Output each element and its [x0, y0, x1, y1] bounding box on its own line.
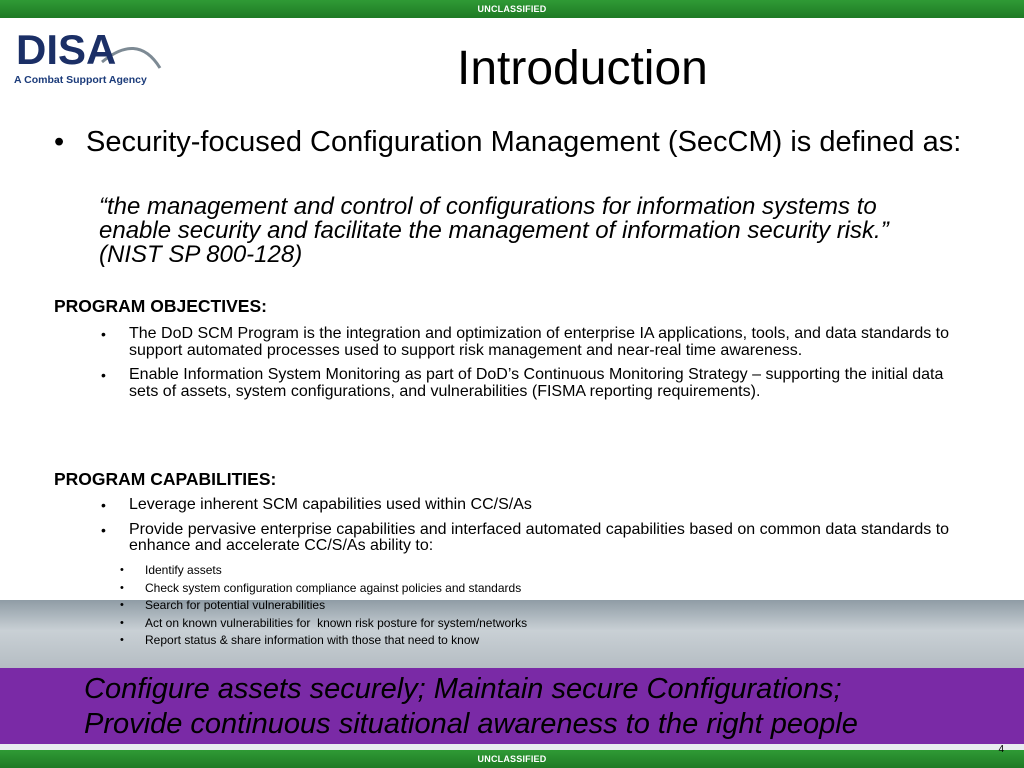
bullet-icon: • [101, 521, 106, 538]
subitem-text: Report status & share information with those that need to know [145, 633, 480, 647]
capabilities-heading: PROGRAM CAPABILITIES: [54, 469, 277, 489]
bullet-icon: • [120, 634, 124, 646]
objectives-list [97, 326, 967, 408]
list-item [120, 597, 527, 615]
lead-bullet [54, 128, 974, 157]
capabilities-list [97, 497, 967, 563]
objective-text: The DoD SCM Program is the integration and optimization of enterprise IA applications, tools, and data standards to support automated processes used to support risk management and near-real time awareness. [129, 325, 949, 359]
subitem-text: Check system configuration compliance against policies and standards [145, 580, 522, 595]
lead-text: Security-focused Configuration Management (SecCM) is defined as: [86, 126, 962, 158]
bullet-icon: • [54, 126, 65, 158]
definition-quote: “the management and control of configurations for information systems to enable security and facilitate the management of information security risk.” (NIST SP 800-128) [99, 193, 889, 268]
bullet-icon: • [101, 367, 106, 383]
bullet-icon: • [101, 326, 106, 342]
capability-text: Leverage inherent SCM capabilities used within CC/S/As [129, 496, 532, 513]
classification-banner-top: UNCLASSIFIED [0, 0, 1024, 18]
banner-line-1: Configure assets securely; Maintain secure Configurations; [84, 673, 842, 705]
list-item [120, 562, 527, 580]
list-item [120, 580, 527, 598]
bullet-icon: • [101, 497, 106, 513]
page-title: Introduction [457, 42, 708, 95]
objective-text: Enable Information System Monitoring as part of DoD’s Continuous Monitoring Strategy – supporting the initial data sets of assets, system configurations, and vulnerabilities (FISMA reporting requirements). [129, 366, 944, 400]
banner-line-2: Provide continuous situational awareness to the right people [84, 708, 858, 740]
logo-tagline: A Combat Support Agency [14, 74, 147, 86]
bullet-icon: • [120, 564, 124, 576]
bullet-icon: • [120, 599, 124, 611]
objectives-heading: PROGRAM OBJECTIVES: [54, 296, 267, 316]
bullet-icon: • [120, 581, 124, 594]
capability-text: Provide pervasive enterprise capabilities and interfaced automated capabilities based on common data standards to enhance and accelerate CC/S/As ability to: [129, 520, 950, 554]
bullet-icon: • [120, 616, 124, 629]
list-item [97, 497, 967, 514]
logo-wordmark: DISA [16, 26, 117, 73]
banner-text [84, 672, 1014, 742]
list-item [120, 632, 527, 650]
list-item [97, 367, 967, 400]
subitem-text: Identify assets [145, 563, 222, 577]
list-item [120, 615, 527, 633]
classification-banner-bottom: UNCLASSIFIED [0, 750, 1024, 768]
list-item [97, 522, 967, 555]
capabilities-sublist [120, 562, 527, 650]
page-number: 4 [998, 744, 1004, 755]
subitem-text: Act on known vulnerabilities for known risk posture for system/networks [145, 615, 528, 630]
subitem-text: Search for potential vulnerabilities [145, 598, 326, 612]
list-item [97, 326, 967, 359]
